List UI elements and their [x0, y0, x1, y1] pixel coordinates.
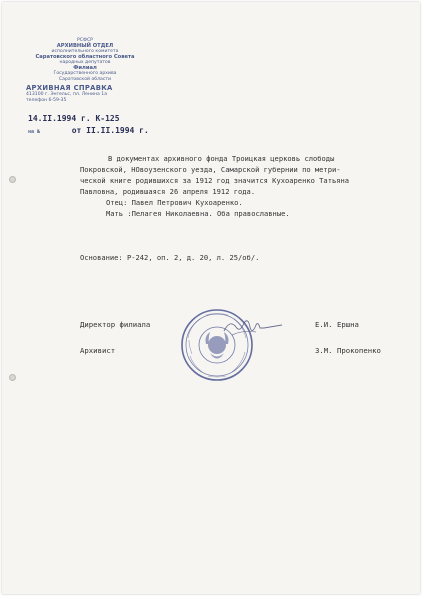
registration-date: 14.II.1994	[28, 114, 77, 123]
registration-number: К-125	[95, 114, 120, 123]
director-title: Директор филиала	[80, 320, 151, 329]
signature-mark	[222, 313, 284, 341]
body-line: В документах архивного фонда Троицкая церковь слободы	[108, 154, 335, 163]
reference-ot: от	[71, 126, 82, 135]
body-line: Павловна, родившаяся 26 апреля 1912 года.	[80, 187, 256, 196]
reference-date: II.II.1994	[86, 126, 135, 135]
archivist-title: Архивист	[80, 346, 116, 355]
stamp-line: народных депутатов	[59, 60, 111, 65]
body-line: Мать :Пелагея Николаевна. Оба православные.	[106, 209, 290, 218]
stamp-line: Филиал	[73, 64, 97, 71]
stamp-line: исполнительного комитета	[51, 49, 119, 54]
basis-line: Основание: Р-242, оп. 2, д. 20, л. 25/об/.	[80, 253, 260, 262]
stamp-line: Саратовской области	[58, 76, 112, 82]
registration-line	[28, 114, 120, 123]
registration-g: г.	[81, 114, 91, 123]
body-line: ческой книге родившихся за 1912 год значится Кухоаренко Татьяна	[80, 176, 350, 185]
stamp-line: АРХИВНЫЙ ОТДЕЛ	[56, 42, 114, 49]
punch-hole	[9, 176, 16, 183]
body-line: Отец: Павел Петрович Кухоаренко.	[106, 198, 243, 207]
stamp-phone: телефон 6-59-35	[26, 97, 67, 103]
archive-header-stamp	[26, 38, 144, 103]
director-name: Е.И. Ершна	[315, 320, 359, 329]
reference-g: г.	[139, 126, 149, 135]
stamp-line: Саратовского областного Совета	[35, 53, 135, 60]
stamp-title: АРХИВНАЯ СПРАВКА	[26, 84, 113, 92]
archivist-name: З.М. Прокопенко	[315, 346, 381, 355]
stamp-line: Государственного архива	[53, 71, 117, 76]
reference-line	[28, 126, 149, 135]
stamp-line: РСФСР	[77, 38, 93, 43]
body-line: Покровской, НОвоузенского уезда, Самарской губернии по метри-	[80, 165, 341, 174]
punch-hole	[9, 374, 16, 381]
stamp-address: 413100 г. Энгельс, пл. Ленина 1а	[26, 92, 108, 97]
reference-prefix: на №	[28, 129, 41, 135]
